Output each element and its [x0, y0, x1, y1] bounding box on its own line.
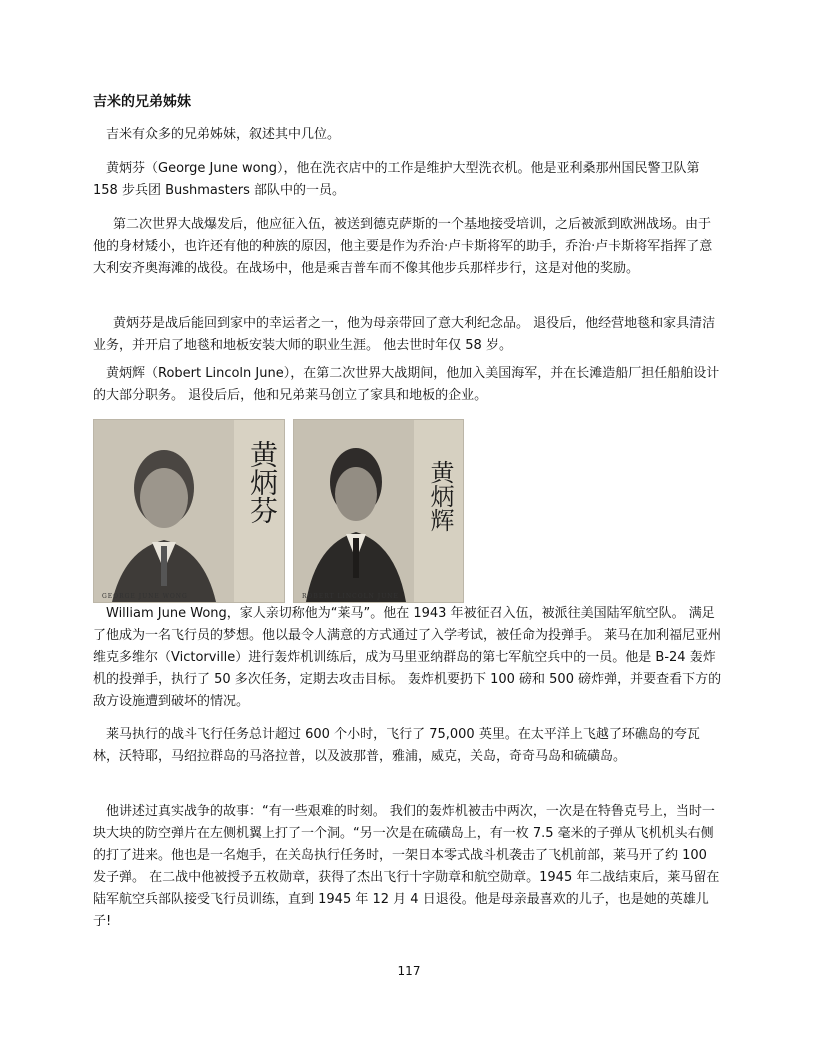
photo-robert: [293, 419, 464, 603]
section-heading: 吉米的兄弟姊妹: [93, 94, 191, 110]
paragraph-george-1: 黄炳芬（George June wong），他在洗衣店中的工作是维护大型洗衣机。他是亚利桑那州国民警卫队第 158 步兵团 Bushmasters 部队中的一员。: [93, 161, 700, 198]
paragraph-william-2: 莱马执行的战斗飞行任务总计超过 600 个小时，飞行了 75,000 英里。在太平洋上飞越了环礁岛的夸瓦林，沃特耶，马绍拉群岛的马洛拉普，以及波那普，雅浦，威克，关岛，奇奇马岛和硫磺岛。: [93, 727, 700, 764]
paragraph-intro: 吉米有众多的兄弟姊妹，叙述其中几位。: [106, 127, 341, 142]
paragraph-robert: 黄炳辉（Robert Lincoln June），在第二次世界大战期间，他加入美国海军，并在长滩造船厂担任船舶设计的大部分职务。 退役后后，他和兄弟莱马创立了家具和地板的企业。: [93, 366, 720, 403]
handwriting-robert: 黄炳辉: [426, 460, 454, 532]
photo-george: [93, 419, 285, 603]
handwriting-george: 黄炳芬: [246, 440, 279, 524]
photo-caption-robert: ROBERT LINCOLN JUNE: [302, 593, 399, 600]
paragraph-william-3: 他讲述过真实战争的故事：“有一些艰难的时刻。 我们的轰炸机被击中两次，一次是在特鲁克号上，当时一块大块的防空弹片在左侧机翼上打了一个洞。“另一次是在硫磺岛上，有一枚 7.5 毫米的子弹从飞机机头右侧的打了进来。他也是一名炮手，在关岛执行任务时，一架日本零式战斗机袭击了飞机前部，莱马开了约 100 发子弹。 在二战中他被授予五枚勋章，获得了杰出飞行十字勋章和航空勋章。1945 年二战结束后，莱马留在陆军航空兵部队接受飞行员训练，直到 1945 年 12 月 4 日退役。他是母亲最喜欢的儿子，也是她的英雄儿子!: [93, 804, 720, 929]
paragraph-william-1: William June Wong，家人亲切称他为“莱马”。他在 1943 年被征召入伍，被派往美国陆军航空队。 满足了他成为一名飞行员的梦想。他以最令人满意的方式通过了入学考试，被任命为投弹手。 莱马在加利福尼亚州维克多维尔（Victorville）进行轰炸机训练后，成为马里亚纳群岛的第七军航空兵中的一员。他是 B-24 轰炸机的投弹手，执行了 50 多次任务，定期去攻击目标。 轰炸机要扔下 100 磅和 500 磅炸弹，并要查看下方的敌方设施遭到破坏的情况。: [93, 606, 722, 709]
paragraph-george-3: 黄炳芬是战后能回到家中的幸运者之一，他为母亲带回了意大利纪念品。 退役后，他经营地毯和家具清洁业务，并开启了地毯和地板安装大师的职业生涯。 他去世时年仅 58 岁。: [93, 316, 716, 353]
photo-caption-george: GEORGE JUNE WONG: [102, 593, 188, 600]
paragraph-george-2: 第二次世界大战爆发后，他应征入伍，被送到德克萨斯的一个基地接受培训，之后被派到欧洲战场。由于他的身材矮小，也许还有他的种族的原因，他主要是作为乔治·卢卡斯将军的助手，乔治·卢卡斯将军指挥了意大利安齐奥海滩的战役。在战场中，他是乘吉普车而不像其他步兵那样步行，这是对他的奖励。: [93, 217, 713, 276]
page-number: 117: [397, 964, 421, 978]
